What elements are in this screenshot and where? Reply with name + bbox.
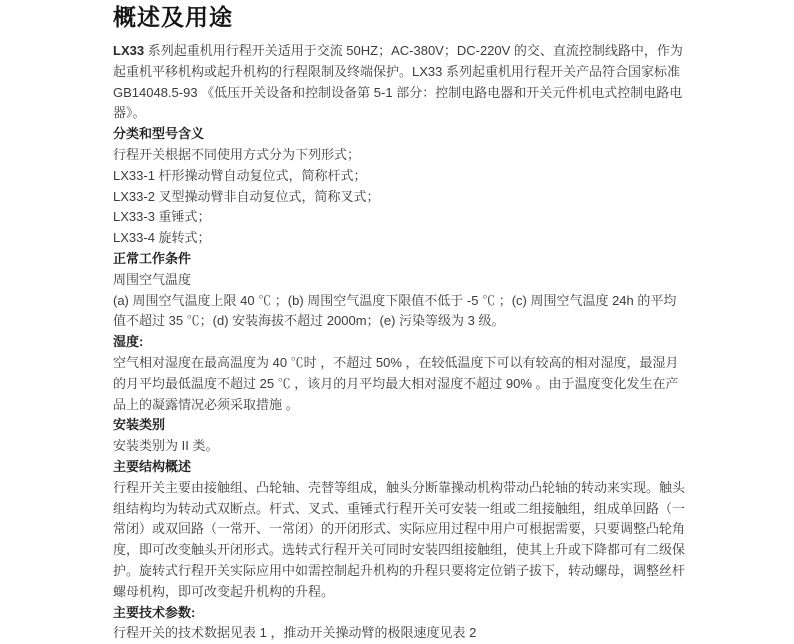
classification-item-lx33-1: LX33-1 杆形操动臂自动复位式，简称杆式；: [113, 167, 367, 183]
parameters-text: 行程开关的技术数据见表 1 ，推动开关操动臂的极限速度见表 2: [113, 625, 477, 641]
working-conditions-text: (a) 周围空气温度上限 40 ℃ ；(b) 周围空气温度下限值不低于 -5 ℃ ；(c) 周围空气温度 24h 的平均值不超过 35 ℃；(d) 安装海拔不超过 2000m；(e) 污染等级为 3 级。: [113, 292, 677, 329]
installation-text: 安装类别为 II 类。: [113, 438, 219, 454]
section-heading-working-conditions: 正常工作条件: [113, 250, 192, 266]
working-conditions-subheading: 周围空气温度: [113, 271, 192, 287]
structure-text: 行程开关主要由接触组、凸轮轴、壳替等组成，触头分断靠操动机构带动凸轮轴的转动来实现。触头组结构均为转动式双断点。杆式、叉式、重锤式行程开关可安装一组或二组接触组，组成单回路（一常闭）或双回路（一常开、一常闭）的开闭形式、实际应用过程中用户可根据需要，只要调整凸轮角度，即可改变触头开闭形式。选转式行程开关可同时安装四组接触组，使其上升或下降都可有二级保护。旋转式行程开关实际应用中如需控制起升机构的升程只要将定位销子拔下，转动螺母，调整丝杆螺母机构，即可改变起升机构的升程。: [113, 479, 686, 599]
intro-lead-model: LX33: [113, 43, 145, 58]
page-title: 概述及用途: [113, 4, 233, 30]
humidity-text: 空气相对湿度在最高温度为 40 ℃时 ，不超过 50% ，在较低温度下可以有较高的相对湿度，最湿月的月平均最低温度不超过 25 ℃ ，该月的月平均最大相对湿度不超过 90% 。由于温度变化发生在产品上的凝露情况必须采取措施 。: [113, 354, 679, 412]
intro-paragraph: [113, 41, 688, 124]
classification-intro: 行程开关根据不同使用方式分为下列形式；: [113, 146, 361, 162]
section-heading-parameters: 主要技术参数:: [113, 604, 196, 620]
intro-text: 系列起重机用行程开关适用于交流 50HZ；AC-380V；DC-220V 的交、直流控制线路中，作为起重机平移机构或起升机构的行程限制及终端保护。LX33 系列起重机用行程开关产品符合国家标准 GB14048.5-93 《低压开关设备和控制设备第 5-1 部分：控制电路电器和开关元件机电式控制电路电器》。: [113, 43, 683, 121]
classification-item-lx33-2: LX33-2 叉型操动臂非自动复位式，简称叉式；: [113, 188, 380, 204]
classification-item-lx33-3: LX33-3 重锤式；: [113, 209, 211, 225]
section-heading-installation: 安装类别: [113, 417, 166, 433]
section-heading-structure: 主要结构概述: [113, 458, 192, 474]
document-body: [113, 3, 688, 644]
classification-item-lx33-4: LX33-4 旋转式；: [113, 230, 211, 246]
section-heading-classification: 分类和型号含义: [113, 126, 205, 142]
section-heading-humidity: 湿度:: [113, 334, 144, 350]
